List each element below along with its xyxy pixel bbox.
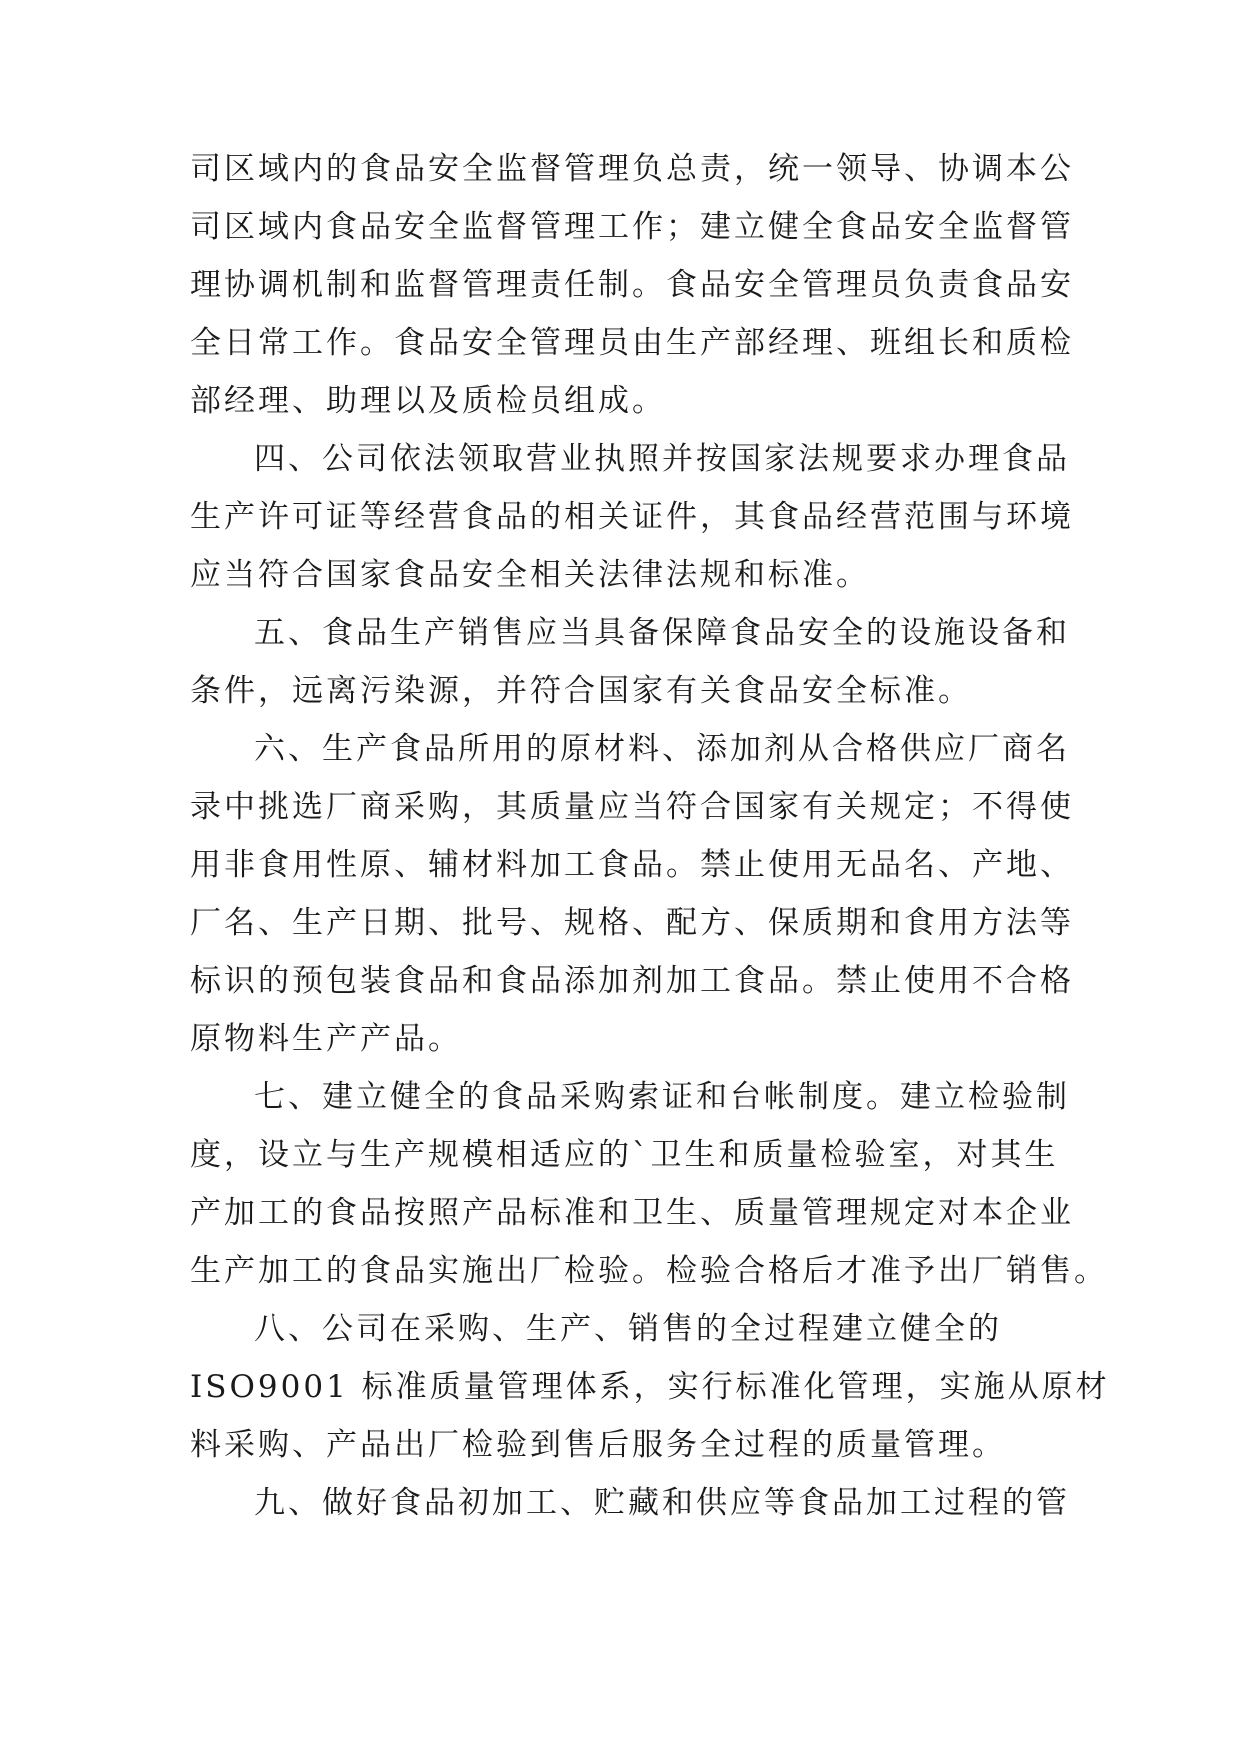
paragraph-start-line: 九、做好食品初加工、贮藏和供应等食品加工过程的管: [254, 1485, 1070, 1521]
text-line: 应当符合国家食品安全相关法律法规和标准。: [190, 557, 870, 593]
text-line: 原物料生产产品。: [190, 1021, 462, 1057]
text-line: 用非食用性原、辅材料加工食品。禁止使用无品名、产地、: [190, 847, 1074, 883]
text-line: 料采购、产品出厂检验到售后服务全过程的质量管理。: [190, 1427, 1006, 1463]
text-line: 司区域内食品安全监督管理工作；建立健全食品安全监督管: [190, 209, 1074, 245]
text-line: 产加工的食品按照产品标准和卫生、质量管理规定对本企业: [190, 1195, 1074, 1231]
paragraph-start-line: 五、食品生产销售应当具备保障食品安全的设施设备和: [254, 615, 1070, 651]
paragraph-start-line: 七、建立健全的食品采购索证和台帐制度。建立检验制: [254, 1079, 1070, 1115]
text-line: 部经理、助理以及质检员组成。: [190, 383, 666, 419]
text-line: 录中挑选厂商采购，其质量应当符合国家有关规定；不得使: [190, 789, 1074, 825]
paragraph-start-line: 六、生产食品所用的原材料、添加剂从合格供应厂商名: [254, 731, 1070, 767]
text-line: 理协调机制和监督管理责任制。食品安全管理员负责食品安: [190, 267, 1074, 303]
text-line: 度，设立与生产规模相适应的`卫生和质量检验室，对其生: [190, 1137, 1059, 1173]
text-line: 厂名、生产日期、批号、规格、配方、保质期和食用方法等: [190, 905, 1074, 941]
text-line: 司区域内的食品安全监督管理负总责，统一领导、协调本公: [190, 151, 1074, 187]
text-line: 标识的预包装食品和食品添加剂加工食品。禁止使用不合格: [190, 963, 1074, 999]
text-line: 生产许可证等经营食品的相关证件，其食品经营范围与环境: [190, 499, 1074, 535]
paragraph-start-line: 四、公司依法领取营业执照并按国家法规要求办理食品: [254, 441, 1070, 477]
text-line: 生产加工的食品实施出厂检验。检验合格后才准予出厂销售。: [190, 1253, 1108, 1289]
text-line: 条件，远离污染源，并符合国家有关食品安全标准。: [190, 673, 972, 709]
text-line: ISO9001 标准质量管理体系，实行标准化管理，实施从原材: [190, 1369, 1110, 1405]
paragraph-start-line: 八、公司在采购、生产、销售的全过程建立健全的: [254, 1311, 1002, 1347]
text-line: 全日常工作。食品安全管理员由生产部经理、班组长和质检: [190, 325, 1074, 361]
document-body: [190, 140, 1110, 1532]
